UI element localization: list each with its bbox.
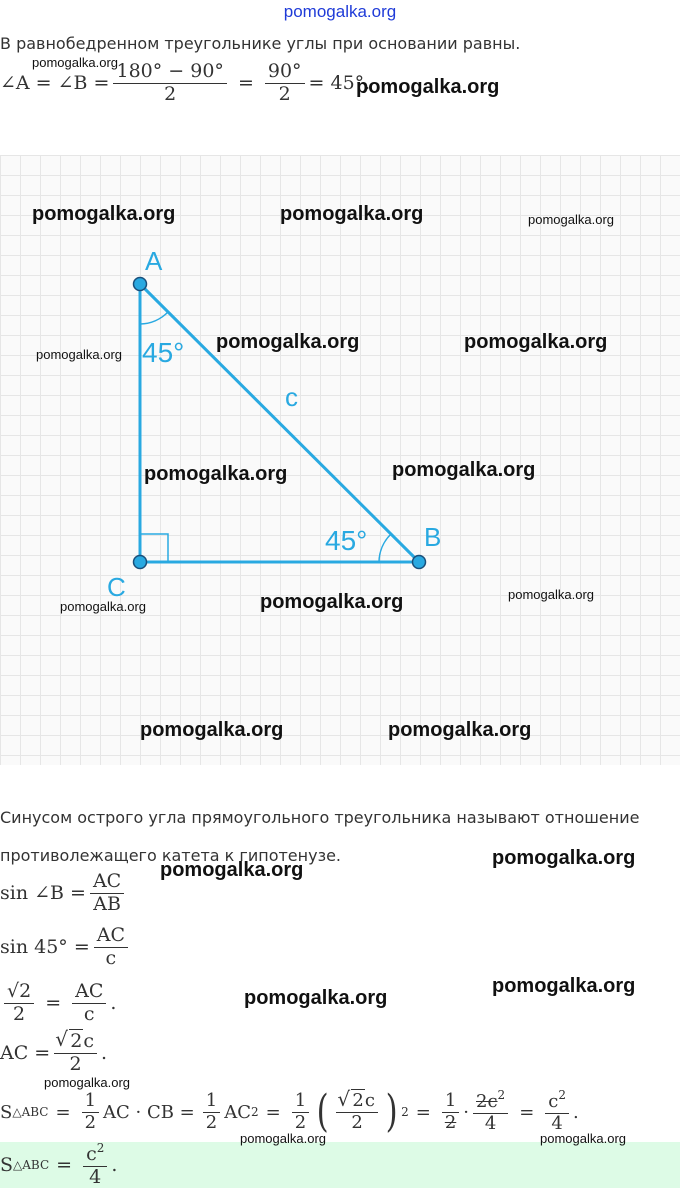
- paragraph-isosceles: В равнобедренном треугольнике углы при основании равны.: [0, 34, 521, 53]
- numerator-text: 2c: [476, 1091, 498, 1113]
- watermark: pomogalka.org: [216, 331, 360, 353]
- watermark: pomogalka.org: [540, 1131, 626, 1146]
- sqrt: [339, 1090, 364, 1111]
- formula-lhs: sin 45° =: [0, 936, 90, 958]
- label-b: B: [424, 522, 442, 552]
- numerator-tail: c: [364, 1089, 375, 1111]
- numerator: AC: [94, 925, 128, 948]
- denominator: 2: [294, 1111, 307, 1133]
- angle-arc-b: [379, 534, 391, 562]
- left-paren: (: [316, 1086, 329, 1137]
- sqrt: [57, 1030, 83, 1052]
- radicand: 2: [352, 1089, 364, 1111]
- denominator: 2: [278, 82, 291, 105]
- watermark: pomogalka.org: [32, 55, 118, 70]
- denominator: 2: [205, 1111, 218, 1133]
- formula-ratio: [0, 978, 116, 1028]
- denominator: 2: [84, 1111, 97, 1133]
- numerator: [83, 1142, 107, 1167]
- denominator: AB: [93, 892, 121, 915]
- watermark: pomogalka.org: [508, 587, 594, 602]
- paragraph-sine-2: противолежащего катета к гипотенузе.: [0, 846, 342, 865]
- watermark: pomogalka.org: [140, 719, 284, 741]
- watermark: pomogalka.org: [160, 859, 304, 881]
- watermark: pomogalka.org: [244, 987, 388, 1009]
- formula-lhs: sin ∠B =: [0, 882, 86, 904]
- exponent: 2: [497, 1088, 506, 1103]
- watermark: pomogalka.org: [492, 975, 636, 997]
- numerator: 1: [82, 1091, 99, 1113]
- watermark: pomogalka.org: [464, 331, 608, 353]
- equals: =: [55, 1101, 71, 1123]
- numerator-text: c: [548, 1091, 559, 1113]
- vertex-a: [134, 278, 147, 291]
- watermark: pomogalka.org: [388, 719, 532, 741]
- exponent: 2: [558, 1088, 567, 1103]
- dot: ·: [463, 1101, 469, 1123]
- denominator: 4: [89, 1165, 102, 1188]
- numerator: AC: [72, 981, 106, 1004]
- formula-rhs: = 45°.: [308, 72, 371, 94]
- numerator: [545, 1089, 569, 1114]
- period: .: [100, 1042, 108, 1064]
- site-title: pomogalka.org: [283, 2, 397, 21]
- fraction: [4, 981, 34, 1026]
- watermark: pomogalka.org: [492, 847, 636, 869]
- numerator: 1: [292, 1091, 309, 1113]
- equals: =: [415, 1101, 431, 1123]
- label-angle-b: 45°: [325, 525, 368, 556]
- vertex-c: [134, 556, 147, 569]
- area-symbol: S: [0, 1101, 13, 1123]
- denominator: 2: [13, 1002, 26, 1025]
- watermark: pomogalka.org: [240, 1131, 326, 1146]
- fraction: [72, 981, 106, 1026]
- area-subscript: △ABC: [13, 1158, 50, 1172]
- watermark: pomogalka.org: [144, 463, 288, 485]
- watermark: pomogalka.org: [260, 591, 404, 613]
- label-angle-a: 45°: [142, 337, 185, 368]
- denominator: 4: [551, 1113, 563, 1134]
- fraction: [83, 1142, 107, 1189]
- formula-sin-45: [0, 922, 132, 972]
- fraction: [90, 871, 124, 916]
- fraction: [292, 1091, 309, 1133]
- numerator: √2: [4, 981, 34, 1004]
- numerator: [473, 1089, 508, 1114]
- fraction: [82, 1091, 99, 1133]
- label-hypotenuse: c: [285, 382, 298, 412]
- denominator: c: [105, 946, 117, 969]
- fraction: [473, 1089, 508, 1134]
- label-a: A: [145, 246, 163, 276]
- watermark: pomogalka.org: [280, 203, 424, 225]
- fraction: [442, 1091, 459, 1133]
- fraction: [94, 925, 128, 970]
- watermark: pomogalka.org: [356, 76, 500, 98]
- numerator: [54, 1031, 97, 1054]
- angle-arc-a: [140, 312, 168, 324]
- formula-area-answer: [0, 1138, 117, 1192]
- denominator: c: [83, 1002, 95, 1025]
- area-subscript: △ABC: [12, 1105, 49, 1119]
- exponent: 2: [96, 1140, 105, 1155]
- label-c: C: [107, 572, 126, 602]
- denominator: 4: [484, 1113, 497, 1134]
- right-paren: ): [385, 1086, 398, 1137]
- paragraph-sine-1: Синусом острого угла прямоугольного треугольника называют отношение: [0, 808, 640, 827]
- exponent: 2: [401, 1105, 409, 1119]
- triangle-drawing: [107, 246, 441, 602]
- period: .: [573, 1101, 579, 1123]
- numerator: AC: [90, 871, 124, 894]
- equals: =: [265, 1101, 281, 1123]
- exponent: 2: [251, 1105, 259, 1119]
- equals: =: [56, 1154, 73, 1176]
- numerator: 90°: [265, 61, 305, 84]
- term: AC: [224, 1101, 251, 1123]
- term: AC · CB =: [103, 1101, 195, 1123]
- equals: =: [519, 1101, 535, 1123]
- denominator: 2: [351, 1111, 363, 1133]
- fraction: [545, 1089, 569, 1134]
- numerator-text: c: [86, 1142, 97, 1165]
- equals: =: [237, 72, 254, 94]
- numerator: 180° − 90°: [113, 61, 226, 84]
- formula-lhs: AC =: [0, 1042, 51, 1064]
- denominator: 2: [444, 1111, 457, 1133]
- hypotenuse-ab: [140, 284, 419, 562]
- numerator: 1: [203, 1091, 220, 1113]
- vertex-b: [413, 556, 426, 569]
- formula-ac: [0, 1028, 107, 1078]
- watermark: pomogalka.org: [32, 203, 176, 225]
- fraction: [336, 1091, 378, 1133]
- fraction: [54, 1031, 97, 1076]
- period: .: [110, 992, 117, 1014]
- denominator: 2: [164, 82, 177, 105]
- watermark: pomogalka.org: [528, 212, 614, 227]
- period: .: [111, 1154, 118, 1176]
- numerator-tail: c: [83, 1029, 94, 1052]
- numerator: 1: [442, 1091, 459, 1113]
- formula-sin-b: [0, 868, 128, 918]
- fraction: [203, 1091, 220, 1133]
- area-symbol: S: [0, 1154, 14, 1176]
- equals: =: [45, 992, 62, 1014]
- formula-lhs: ∠A = ∠B =: [0, 72, 110, 94]
- denominator: 2: [69, 1052, 82, 1075]
- watermark: pomogalka.org: [44, 1075, 130, 1090]
- watermark: pomogalka.org: [36, 347, 122, 362]
- watermark: pomogalka.org: [392, 459, 536, 481]
- numerator: [336, 1091, 378, 1113]
- watermark: pomogalka.org: [60, 599, 146, 614]
- radicand: 2: [70, 1029, 83, 1052]
